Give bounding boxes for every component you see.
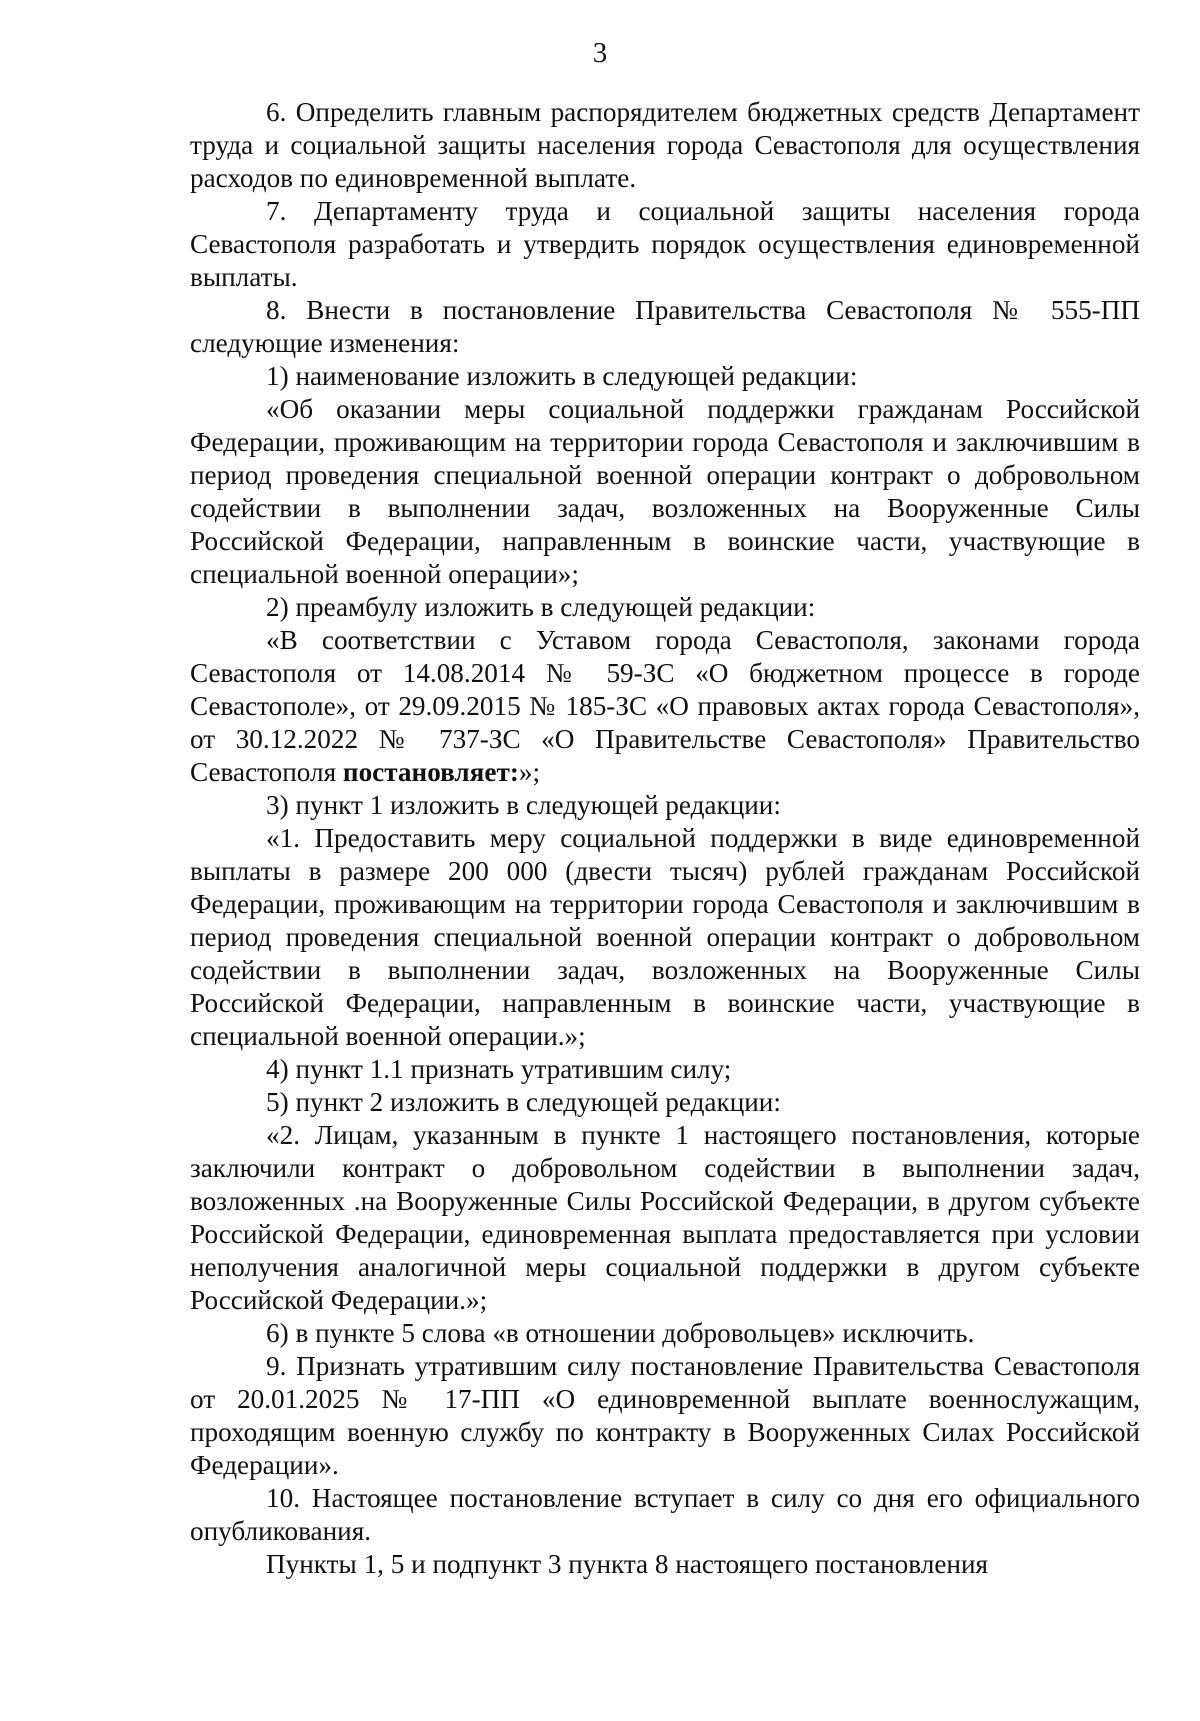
paragraph-8: 8. Внести в постановление Правительства Севастополя № 555-ПП следующие изменения: — [190, 295, 1140, 358]
subpoint-8-2: 2) преамбулу изложить в следующей редакции: — [266, 592, 816, 622]
paragraph-6: 6. Определить главным распорядителем бюджетных средств Департамент труда и социальной защиты населения города Севастополя для осуществления расходов по единовременной выплате. — [190, 97, 1140, 193]
subpoint-8-6: 6) в пункте 5 слова «в отношении добровольцев» исключить. — [266, 1318, 975, 1348]
subpoint-8-5-quote: «2. Лицам, указанным в пункте 1 настоящего постановления, которые заключили контракт о добровольном содействии в выполнении задач, возложенных .на Вооруженные Силы Российской Федерации, в другом субъекте Российской Федерации, единовременная выплата предоставляется при условии неполучения аналогичной меры социальной поддержки в другом субъекте Российской Федерации.»; — [190, 1120, 1140, 1315]
paragraph-7: 7. Департаменту труда и социальной защиты населения города Севастополя разработать и утвердить порядок осуществления единовременной выплаты. — [190, 196, 1140, 292]
subpoint-8-1-quote: «Об оказании меры социальной поддержки гражданам Российской Федерации, проживающим на территории города Севастополя и заключившим в период проведения специальной военной операции контракт о добровольном содействии в выполнении задач, возложенных на Вооруженные Силы Российской Федерации, направленным в воинские части, участвующие в специальной военной операции»; — [190, 394, 1140, 589]
document-body — [190, 96, 1140, 1581]
paragraph-10: 10. Настоящее постановление вступает в силу со дня его официального опубликования. — [190, 1483, 1140, 1546]
paragraph-9: 9. Признать утратившим силу постановление Правительства Севастополя от 20.01.2025 № 17-ПП «О единовременной выплате военнослужащим, проходящим военную службу по контракту в Вооруженных Силах Российской Федерации». — [190, 1351, 1140, 1480]
subpoint-8-1: 1) наименование изложить в следующей редакции: — [266, 361, 858, 391]
subpoint-8-4: 4) пункт 1.1 признать утратившим силу; — [266, 1054, 732, 1084]
paragraph-10-continuation: Пункты 1, 5 и подпункт 3 пункта 8 настоящего постановления — [266, 1549, 988, 1579]
page-number: 3 — [592, 37, 608, 69]
subpoint-8-3: 3) пункт 1 изложить в следующей редакции: — [266, 790, 781, 820]
subpoint-8-5: 5) пункт 2 изложить в следующей редакции: — [266, 1087, 781, 1117]
subpoint-8-2-quote-bold: постановляет: — [342, 757, 519, 787]
subpoint-8-3-quote: «1. Предоставить меру социальной поддержки в виде единовременной выплаты в размере 200 000 (двести тысяч) рублей гражданам Российской Федерации, проживающим на территории города Севастополя и заключившим в период проведения специальной военной операции контракт о добровольном содействии в выполнении задач, возложенных на Вооруженные Силы Российской Федерации, направленным в воинские части, участвующие в специальной военной операции.»; — [190, 823, 1140, 1051]
subpoint-8-2-quote — [190, 624, 1140, 789]
subpoint-8-2-quote-tail: »; — [518, 757, 541, 787]
subpoint-8-2-quote-text: «В соответствии с Уставом города Севастополя, законами города Севастополя от 14.08.2014 № 59-ЗС «О бюджетном процессе в городе Севастополе», от 29.09.2015 № 185-ЗС «О правовых актах города Севастополя», от 30.12.2022 № 737-ЗС «О Правительстве Севастополя» Правительство Севастополя — [190, 625, 1140, 787]
